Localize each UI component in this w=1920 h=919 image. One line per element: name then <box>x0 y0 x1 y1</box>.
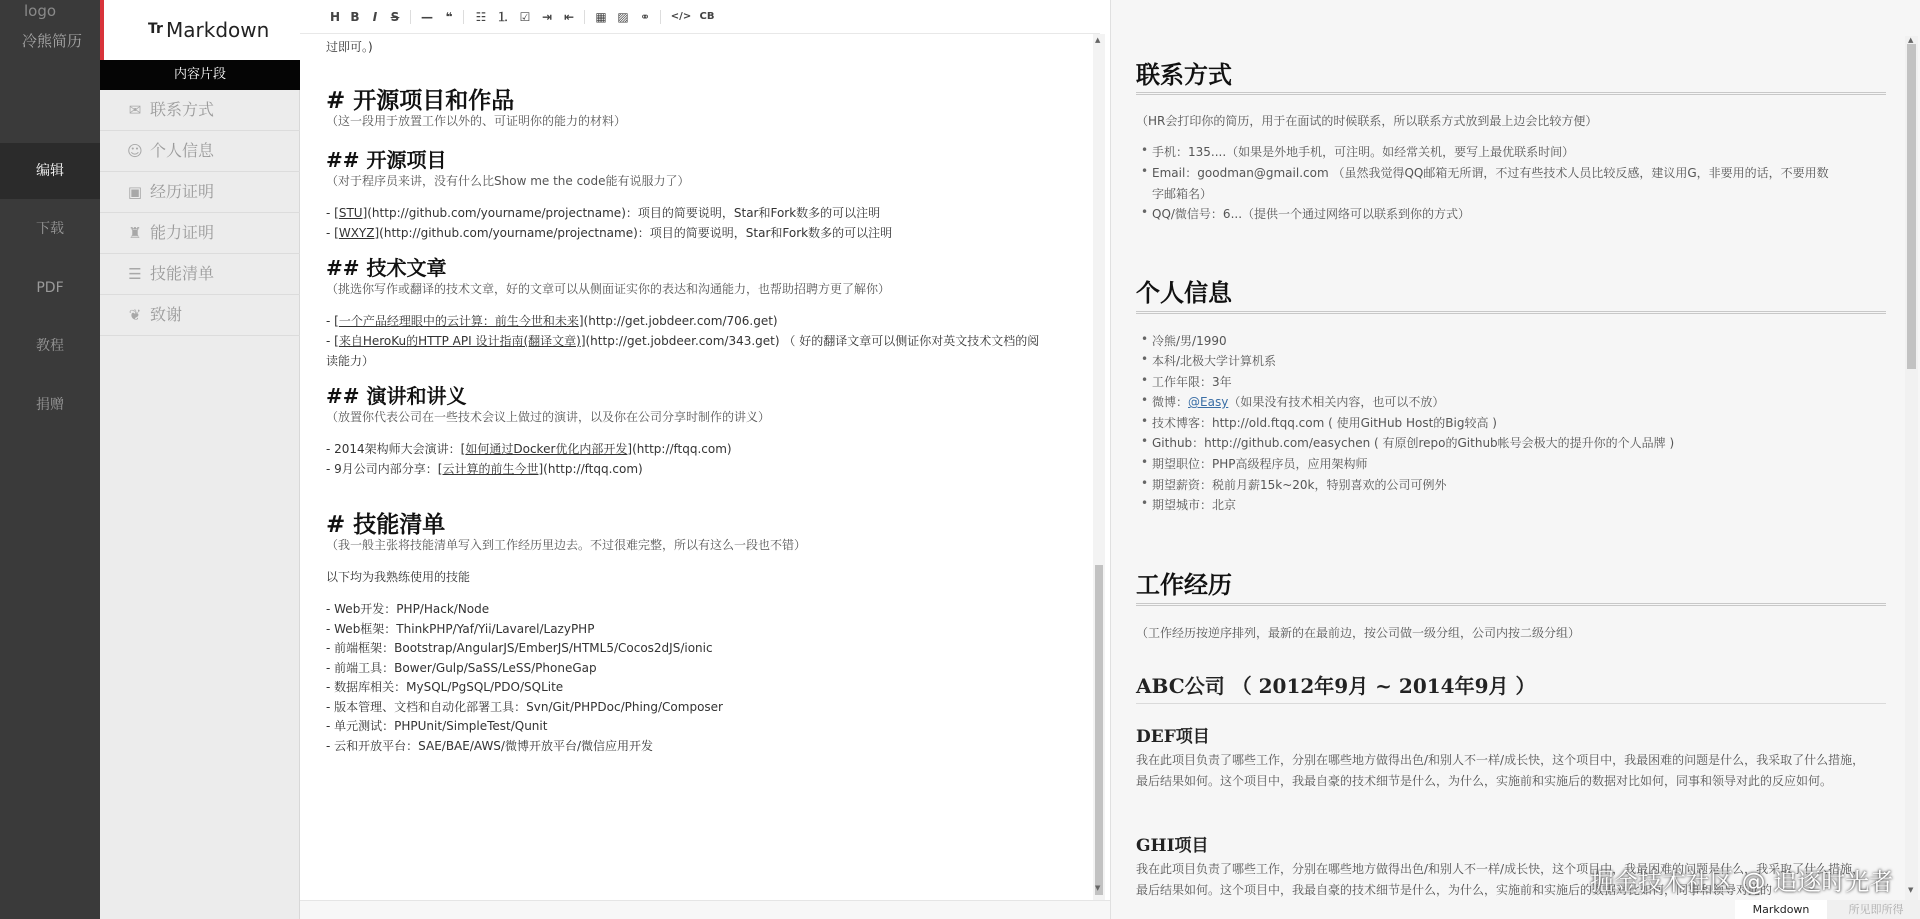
preview-scrollbar-thumb[interactable] <box>1907 44 1916 369</box>
editor-line: - 单元测试：PHPUnit/SimpleTest/Qunit <box>326 719 548 733</box>
snippet-skills[interactable] <box>100 254 300 295</box>
logo-area[interactable] <box>0 0 100 140</box>
preview-list-item: • 工作年限：3年 <box>1152 373 1232 390</box>
editor-line: 过即可。) <box>326 40 373 54</box>
markdown-brand <box>100 0 300 60</box>
snippet-experience[interactable] <box>100 172 300 213</box>
bold-button[interactable]: B <box>350 10 360 24</box>
editor-line: - [WXYZ](http://github.com/yourname/projectname)：项目的简要说明，Star和Fork数多的可以注明 <box>326 226 893 240</box>
briefcase-icon: ▣ <box>127 183 143 201</box>
heading-divider <box>1136 703 1886 704</box>
horizontal-rule-button[interactable]: — <box>421 10 433 24</box>
preview-list-item <box>1152 393 1444 410</box>
scroll-up-arrow-icon[interactable]: ▲ <box>1908 36 1914 44</box>
toolbar-separator <box>463 10 464 24</box>
preview-list-item: • 技术博客：http://old.ftqq.com ( 使用GitHub Host的Big较高 ) <box>1152 414 1497 431</box>
preview-note: （工作经历按逆序排列，最新的在最前边，按公司做一级分组，公司内按二级分组） <box>1136 626 1581 640</box>
project-description: 我在此项目负责了哪些工作，分别在哪些地方做得出色/和别人不一样/成长快，这个项目中，我最困难的问题是什么，我采取了什么措施，最后结果如何。这个项目中，我最自豪的技术细节是什么，为什么，实施前和实施后的数据对比如何，同事和领导对此的 <box>1136 862 1865 897</box>
scroll-down-arrow-icon[interactable]: ▼ <box>1095 884 1101 892</box>
markdown-editor[interactable] <box>300 0 1100 919</box>
brand-tt-icon: Tr <box>148 21 163 37</box>
snippet-label: 经历证明 <box>150 182 215 201</box>
scroll-up-arrow-icon[interactable]: ▲ <box>1095 36 1101 44</box>
editor-line: - [一个产品经理眼中的云计算：前生今世和未来](http://get.jobdeer.com/706.get) <box>326 314 778 328</box>
editor-line-prefix: - 2014架构师大会演讲：[ <box>326 442 466 456</box>
toolbar-separator <box>584 10 585 24</box>
thanks-icon: ❦ <box>128 306 142 324</box>
preview-list-item: • 手机：135....（如果是外地手机，可注明。如经常关机，要写上最优联系时间） <box>1152 143 1574 160</box>
editor-line: - 前端工具：Bower/Gulp/SaSS/LeSS/PhoneGap <box>326 661 597 675</box>
snippet-contact[interactable] <box>100 90 300 131</box>
editor-line <box>326 440 732 457</box>
editor-line: - 云和开放平台：SAE/BAE/AWS/微博开放平台/微信应用开发 <box>326 739 654 753</box>
editor-line: 读能力） <box>326 354 375 368</box>
editor-link-url: (http://get.jobdeer.com/706.get) <box>583 314 778 328</box>
scroll-down-arrow-icon[interactable]: ▼ <box>1908 886 1914 894</box>
preview-list-item: • 期望职位：PHP高级程序员，应用架构师 <box>1152 455 1368 472</box>
project-heading: GHI项目 <box>1136 836 1209 856</box>
preview-list-item: • QQ/微信号：6...（提供一个通过网络可以联系到你的方式） <box>1152 205 1470 222</box>
code-block-button[interactable]: CB <box>699 11 715 22</box>
editor-link-url: ](http://ftqq.com) <box>627 442 732 456</box>
editor-line: - 前端框架：Bootstrap/AngularJS/EmberJS/HTML5/Cocos2dJS/ionic <box>326 641 713 655</box>
italic-button[interactable]: I <box>372 10 378 24</box>
bullet-list-button[interactable]: ☷ <box>475 10 487 24</box>
weibo-prefix: 微博： <box>1152 395 1189 409</box>
editor-line: - 数据库相关：MySQL/PgSQL/PDO/SQLite <box>326 680 564 694</box>
editor-link-url: (http://get.jobdeer.com/343.get) （ 好的翻译文章可以侧证你对英文技术文档的阅 <box>585 334 1040 348</box>
preview-list-item: • Github：http://github.com/easychen ( 有原创repo的Github帐号会极大的提升你的个人品牌 ) <box>1152 434 1674 451</box>
preview-heading: 个人信息 <box>1136 279 1232 307</box>
snippet-panel <box>100 0 300 919</box>
editor-link-url: (http://github.com/yourname/projectname)：项目的简要说明，Star和Fork数多的可以注明 <box>367 206 881 220</box>
preview-heading: 工作经历 <box>1136 571 1232 599</box>
editor-line <box>326 460 643 477</box>
numbered-list-button[interactable]: ⒈ <box>496 10 509 24</box>
editor-link-text: 云计算的前生今世 <box>442 462 539 476</box>
heading-button[interactable]: H <box>329 10 341 24</box>
editor-scrollbar-thumb[interactable] <box>1095 565 1103 895</box>
editor-link-url: ](http://ftqq.com) <box>538 462 643 476</box>
snippet-label: 联系方式 <box>150 100 215 119</box>
preview-list-item: • 期望薪资：税前月薪15k~20k，特别喜欢的公司可例外 <box>1152 476 1447 493</box>
preview-heading: 联系方式 <box>1136 61 1232 89</box>
brand-title: Markdown <box>166 18 270 42</box>
editor-line: （放置你代表公司在一些技术会议上做过的演讲，以及你在公司分享时制作的讲义） <box>326 410 771 424</box>
editor-heading: ## 开源项目 <box>326 148 447 172</box>
mode-tabs <box>1735 900 1920 919</box>
company-heading: ABC公司 （ 2012年9月 ~ 2014年9月 ） <box>1136 674 1536 698</box>
weibo-link[interactable]: @Easy <box>1188 395 1229 409</box>
preview-list-item-cont: 字邮箱名） <box>1152 187 1213 201</box>
editor-text-area[interactable] <box>326 34 1086 919</box>
toolbar-separator <box>410 10 411 24</box>
main-nav <box>0 0 100 919</box>
editor-link-text: STU <box>338 206 363 220</box>
preview-list-item: • 冷熊/男/1990 <box>1152 332 1227 349</box>
nav-item-tutorial[interactable]: 教程 <box>36 338 64 354</box>
editor-line: - [来自HeroKu的HTTP API 设计指南(翻译文章)](http://get.jobdeer.com/343.get) （ 好的翻译文章可以侧证你对英文技术文档的阅 <box>326 334 1040 348</box>
smile-icon: ☺ <box>127 142 143 160</box>
preview-list-item: • 本科/北极大学计算机系 <box>1152 352 1276 369</box>
nav-item-donate[interactable]: 捐赠 <box>36 397 64 413</box>
ability-icon: ♜ <box>128 224 142 242</box>
snippet-personal-info[interactable] <box>100 131 300 172</box>
snippet-label: 能力证明 <box>150 223 215 242</box>
nav-item-download[interactable]: 下载 <box>36 221 64 237</box>
heading-divider <box>1136 311 1886 314</box>
editor-heading: ## 技术文章 <box>326 256 447 280</box>
editor-line-prefix: - 9月公司内部分享：[ <box>326 462 443 476</box>
editor-line: （挑选你写作或翻译的技术文章，好的文章可以从侧面证实你的表达和沟通能力，也帮助招聘方更了解你） <box>326 282 891 296</box>
outdent-button[interactable]: ⇤ <box>563 10 575 24</box>
nav-item-pdf[interactable]: PDF <box>36 280 64 296</box>
tab-markdown[interactable]: Markdown <box>1735 900 1827 919</box>
heading-divider <box>1136 92 1886 95</box>
watermark: 掘金技术社区 @ 追逐时光者 <box>1590 868 1894 896</box>
editor-footer <box>300 900 1110 919</box>
indent-button[interactable]: ⇥ <box>541 10 553 24</box>
editor-heading: ## 演讲和讲义 <box>326 384 467 408</box>
editor-link-text: 一个产品经理眼中的云计算：前生今世和未来 <box>338 314 579 328</box>
editor-link-text: WXYZ <box>338 226 375 240</box>
snippet-label: 个人信息 <box>150 141 215 160</box>
app-name: 冷熊简历 <box>22 32 83 50</box>
editor-line: - 版本管理、文档和自动化部署工具：Svn/Git/PHPDoc/Phing/Composer <box>326 700 723 714</box>
checklist-button[interactable]: ☑ <box>519 10 531 24</box>
quote-button[interactable]: ❝ <box>445 10 453 24</box>
table-button[interactable]: ▦ <box>595 10 607 24</box>
editor-line: （这一段用于放置工作以外的、可证明你的能力的材料） <box>326 114 627 128</box>
weibo-note: （如果没有技术相关内容，也可以不放） <box>1228 395 1445 409</box>
snippet-label: 致谢 <box>150 305 183 324</box>
snippet-thanks[interactable] <box>100 295 300 336</box>
editor-line: （对于程序员来讲，没有什么比Show me the code能有说服力了） <box>326 174 690 188</box>
editor-line: - Web开发：PHP/Hack/Node <box>326 602 490 616</box>
list-icon: ☰ <box>128 265 142 283</box>
resume-preview <box>1110 0 1920 919</box>
image-button[interactable]: ▨ <box>617 10 629 24</box>
editor-link-text: 来自HeroKu的HTTP API 设计指南(翻译文章) <box>338 334 581 348</box>
strikethrough-button[interactable]: S <box>390 10 400 24</box>
envelope-icon: ✉ <box>128 101 142 119</box>
snippet-ability[interactable] <box>100 213 300 254</box>
preview-note: （HR会打印你的简历，用于在面试的时候联系，所以联系方式放到最上边会比较方便） <box>1136 114 1598 128</box>
editor-toolbar <box>300 0 1100 34</box>
snippet-label: 技能清单 <box>150 264 215 283</box>
nav-item-edit[interactable]: 编辑 <box>0 143 100 199</box>
project-heading: DEF项目 <box>1136 727 1210 747</box>
editor-heading: # 开源项目和作品 <box>326 88 515 114</box>
editor-line: - Web框架：ThinkPHP/Yaf/Yii/Lavarel/LazyPHP <box>326 622 595 636</box>
editor-line: （我一般主张将技能清单写入到工作经历里边去。不过很难完整，所以有这么一段也不错） <box>326 538 807 552</box>
project-description: 我在此项目负责了哪些工作，分别在哪些地方做得出色/和别人不一样/成长快，这个项目中，我最困难的问题是什么，我采取了什么措施，最后结果如何。这个项目中，我最自豪的技术细节是什么，为什么，实施前和实施后的数据对比如何，同事和领导对此的反应如何。 <box>1136 753 1865 788</box>
snippet-header: 内容片段 <box>100 60 300 90</box>
preview-list-item: • 期望城市：北京 <box>1152 496 1236 513</box>
editor-heading: # 技能清单 <box>326 512 446 538</box>
editor-link-url: (http://github.com/yourname/projectname)：项目的简要说明，Star和Fork数多的可以注明 <box>379 226 893 240</box>
editor-line: 以下均为我熟练使用的技能 <box>326 570 471 584</box>
editor-link-text: 如何通过Docker优化内部开发 <box>465 442 628 456</box>
link-button[interactable]: ⚭ <box>639 10 651 24</box>
preview-list-item: • Email：goodman@gmail.com （虽然我觉得QQ邮箱无所谓，不过有些技术人员比较反感，建议用G，非要用的话，不要用数 <box>1152 164 1829 181</box>
code-button[interactable]: </> <box>670 11 692 22</box>
heading-divider <box>1136 603 1886 606</box>
toolbar-separator <box>660 10 661 24</box>
tab-wysiwyg[interactable]: 所见即所得 <box>1848 903 1904 916</box>
editor-line: - [STU](http://github.com/yourname/projectname)：项目的简要说明，Star和Fork数多的可以注明 <box>326 206 881 220</box>
logo-image: logo <box>24 2 57 20</box>
